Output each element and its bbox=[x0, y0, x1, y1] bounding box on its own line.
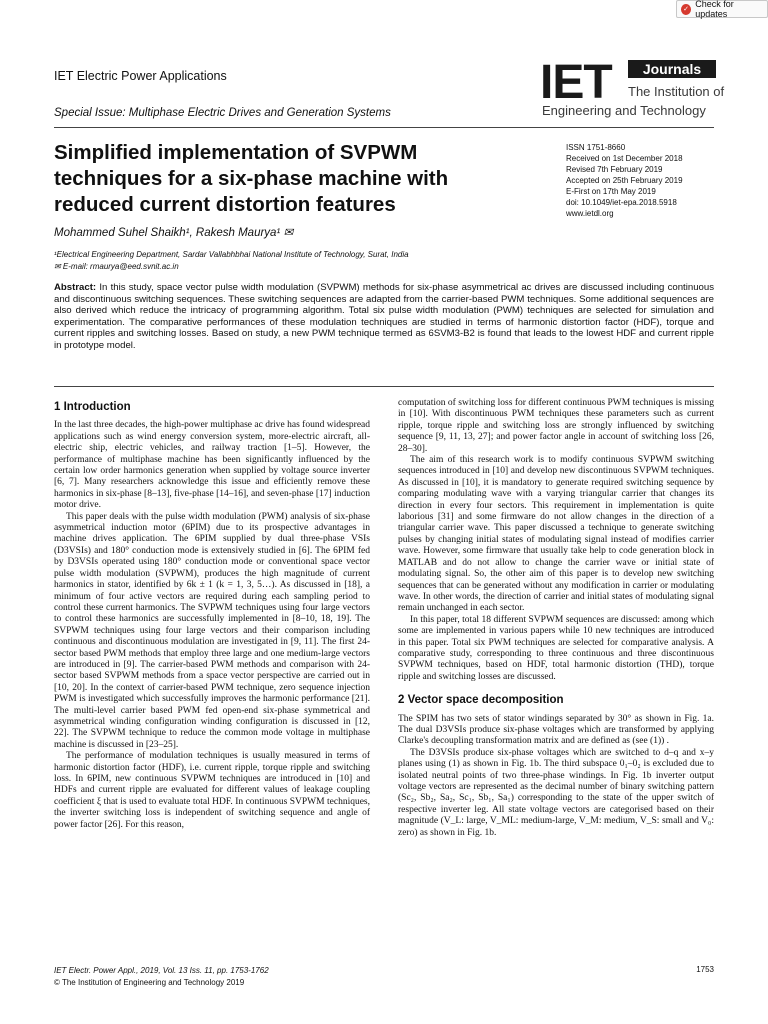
footer-copyright: © The Institution of Engineering and Technology 2019 bbox=[54, 977, 245, 987]
paragraph: In the last three decades, the high-power multiphase ac drive has found widespread applications such as wind energy conversion system, more-electric aircraft, all-electric ship, electric vehicles, and railway traction [1–5]. However, the performance of multiphase machine has been significantly influenced by the certain low order harmonics generation when supplied by voltage source inverter [6, 7]. Many researchers acknowledge this issue and efficiently remove these harmonics in six-phase [8–13], five-phase [14–16], and seven-phase [17] induction motor drive. bbox=[54, 420, 370, 511]
special-issue: Special Issue: Multiphase Electric Drives and Generation Systems bbox=[54, 107, 391, 119]
paper-title: Simplified implementation of SVPWM techniques for a six-phase machine with reduced current distortion features bbox=[54, 141, 449, 216]
iet-institution-line1: The Institution of bbox=[628, 84, 725, 99]
paragraph: The aim of this research work is to modify continuous SVPWM switching sequences introduced in [10] and develop new discontinuous SVPWM techniques. As discussed in [10], it is mandatory to generate required switching sequence by comparing modulating wave with a varying triangular carrier that changes its direction in every four sectors. This requirement in implementation is quite laborious [31] and some firmware do not allow changes in the direction of a triangular carrier wave. This paper discussed a technique to generate switching pulses by changing initial states of modulating signal instead of modifies carrier wave. However, some firmware that usually take help to code generation block in MATLAB and do not allow to change the carrier wave or initial state of modulating signal. So, the other aim of this paper is to develop new switching sequences that can be generated without any modification in carrier or modulating wave. In other words, the direction of carrier and initial states of modulating signal remain unchanged in each sector. bbox=[398, 455, 714, 614]
meta-received: Received on 1st December 2018 bbox=[566, 154, 683, 163]
abstract-divider bbox=[54, 386, 714, 387]
paragraph: The D3VSIs produce six-phase voltages which are switched to d–q and x–y planes using (1) as shown in Fig. 1b. The third subspace 0₁–0₂ is excluded due to isolated neutral points of two three-phase windings. In Fig. 1b inverter output voltage vectors are represented as the decimal number of binary switching pattern (Sc₂, Sb₂, Sa₂, Sc₁, Sb₁, Sa₁) corresponding to the state of the upper switch of respective inverter leg. All state voltage vectors are categorised based on their magnitude (V_L: large, V_ML: medium-large, V_M: medium, V_S: small and V₀: zero) as shown in Fig. 1b. bbox=[398, 747, 714, 838]
meta-accepted: Accepted on 25th February 2019 bbox=[566, 176, 683, 185]
header-divider bbox=[54, 127, 714, 128]
paragraph: computation of switching loss for different continuous PWM techniques is missing in [10]. With discontinuous PWM techniques these parameters such as current ripple, torque ripple and switching loss are strongly influenced by switching sequence [9, 11, 13, 27]; and power factor angle in account of switching loss [26, 28–30]. bbox=[398, 398, 714, 454]
abstract bbox=[54, 282, 714, 352]
iet-logo-letters: IET bbox=[540, 56, 612, 109]
affiliation: ¹Electrical Engineering Department, Sardar Vallabhbhai National Institute of Technology, Surat, India bbox=[54, 250, 409, 259]
iet-institution-line2: Engineering and Technology bbox=[542, 103, 706, 118]
publication-metadata bbox=[566, 142, 726, 219]
meta-issn: ISSN 1751-8660 bbox=[566, 143, 626, 152]
paragraph: The SPIM has two sets of stator windings separated by 30° as shown in Fig. 1a. The dual D3VSIs produce six-phase voltages which are transformed by applying Clarke's decoupling transformation matrix and are defined as (see (1)) . bbox=[398, 713, 714, 747]
authors: Mohammed Suhel Shaikh¹, Rakesh Maurya¹ ✉ bbox=[54, 227, 294, 239]
paragraph: In this paper, total 18 different SVPWM sequences are discussed: among which some are implemented in various papers while 10 new techniques are introduced in this paper. Total six PWM techniques are selected for comparative analysis. A comparative study, corresponding to three continuous and three discontinuous SVPWM techniques, based on HDF, total harmonic distortion (THD), torque ripple and switching losses are discussed. bbox=[398, 614, 714, 682]
meta-website[interactable]: www.ietdl.org bbox=[566, 209, 614, 218]
footer-citation-block bbox=[54, 965, 269, 988]
check-for-updates-button[interactable] bbox=[676, 0, 768, 18]
iet-logo bbox=[540, 56, 725, 124]
page-number: 1753 bbox=[696, 965, 714, 974]
abstract-label: Abstract: bbox=[54, 282, 97, 293]
author-email[interactable]: ✉ E-mail: rmaurya@eed.svnit.ac.in bbox=[54, 262, 179, 271]
check-updates-icon: ✓ bbox=[681, 4, 691, 15]
right-column bbox=[398, 398, 714, 839]
journal-name: IET Electric Power Applications bbox=[54, 69, 227, 83]
footer-citation: IET Electr. Power Appl., 2019, Vol. 13 Iss. 11, pp. 1753-1762 bbox=[54, 966, 269, 975]
paragraph: This paper deals with the pulse width modulation (PWM) analysis of six-phase asymmetrical induction motor (6PIM) due to its prospective advantages in machine drives application. The 6PIM supplied by dual three-phase VSIs (D3VSIs) and 180° conduction mode is extensively studied in [6]. The 6PIM fed by D3VSIs operated using 180° conduction mode or conventional space vector pulse width modulation (SVPWM), produces the high magnitude of current harmonics in stator, identified by 6k ± 1 (k = 1, 3, 5…). As discussed in [18], a minimum of four active vectors are required during each sampling period to control these current harmonics. The SVPWM techniques using four large vectors to control these harmonics are successfully implemented in [8–10, 18, 19]. The SVPWM techniques using four large vectors and their comparison including continuous and discontinuous modulation are investigated in [9, 11]. The first 24-sector based PWM methods that employ three large and one medium-large vectors are introduced in [9]. The carrier-based PWM methods and comparison with 24-sector based SVPWM methods from a space vector perspective are carried out in [10, 20]. In the context of carrier-based PWM technique, zero sequence injection PWM is investigated which successfully improves the harmonic performance [21]. The multi-level carrier based PWM fed open-end six-phase symmetrical and asymmetrical winding configuration winding configuration is discussed in [12, 22]. The SVPWM technique to reduce the common mode voltage in multiphase machine is discussed in [23–25]. bbox=[54, 511, 370, 750]
abstract-text: In this study, space vector pulse width modulation (SVPWM) methods for six-phase asymmetrical ac drives are discussed including continuous and discontinuous switching sequences. These switching sequences are adapted from the carrier-based PWM techniques. Some additional sequences are also derived which reduce the intricacy of programming algorithm. Total six pulse width modulation (PWM) techniques are selected for simulation and experimentation. The comparative performances of these modulation techniques are studied in terms of harmonic distortion factor (HDF), torque and current ripples and switching losses. Based on study, a new PWM technique termed as 6SVM3-B2 is found that leads to the lowest HDF and current ripple in prototype model. bbox=[54, 282, 714, 351]
meta-revised: Revised 7th February 2019 bbox=[566, 165, 663, 174]
check-for-updates-label: Check for updates bbox=[695, 0, 734, 19]
paragraph: The performance of modulation techniques is usually measured in terms of harmonic distortion factor (HDF), i.e. current ripple, torque ripple and switching loss. In 6PIM, new continuous SVPWM techniques are introduced in [10] and HDFs and current ripple are evaluated for different values of leakage coupling coefficient ξ that is used to evaluate total HDF. In continuous SVPWM techniques, the inverter switching loss is independent of switching sequence and angle of power factor [26]. For this reason, bbox=[54, 751, 370, 830]
section-heading-introduction: 1 Introduction bbox=[54, 401, 131, 413]
section-heading-vector-space: 2 Vector space decomposition bbox=[398, 694, 564, 707]
left-column bbox=[54, 398, 370, 831]
meta-efirst: E-First on 17th May 2019 bbox=[566, 187, 656, 196]
iet-journals-label: Journals bbox=[628, 60, 716, 78]
meta-doi[interactable]: doi: 10.1049/iet-epa.2018.5918 bbox=[566, 198, 677, 207]
